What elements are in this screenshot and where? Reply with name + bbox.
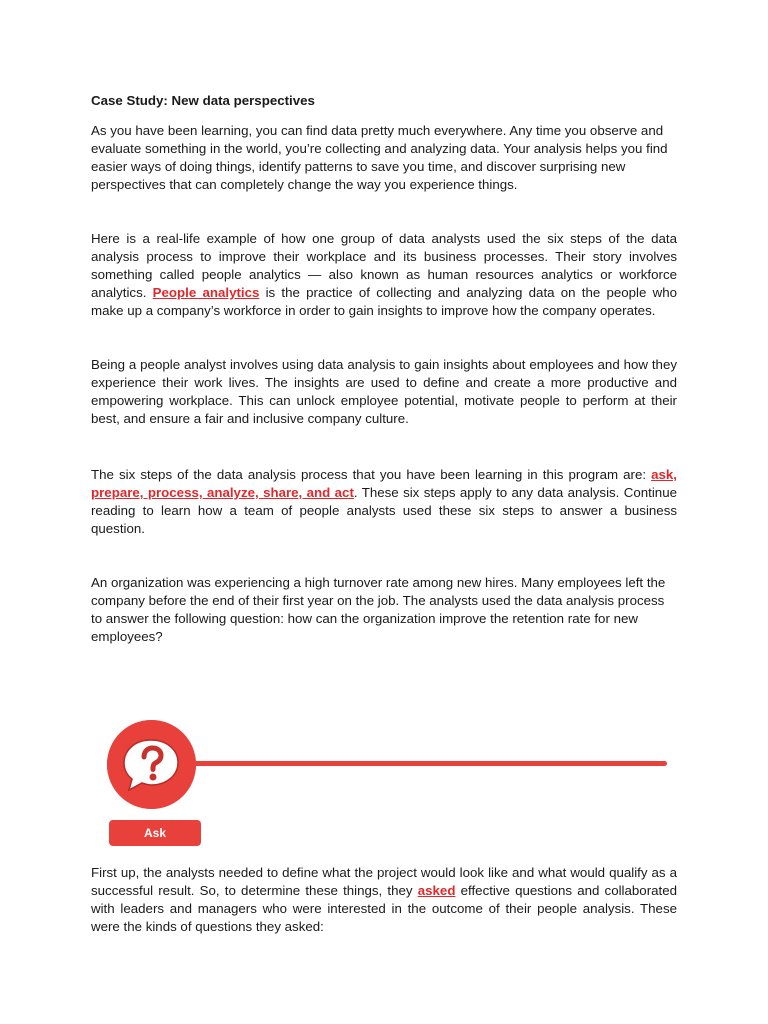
six-steps-paragraph — [91, 466, 677, 538]
paragraph-text: Here is a real-life example of how one group of data analysts used the six steps of the data analysis process to improve their workplace and its business processes. Their story involves something called people analytics — also known as human resources analytics or workforce analytics. — [91, 231, 677, 300]
paragraph-text: is the practice of collecting and analyzing data on the people who make up a company’s workforce in order to gain insights to improve how the company operates. — [91, 285, 678, 318]
paragraph-text: . These six steps apply to any data analysis. Continue reading to learn how a team of people analysts used these six steps to answer a business question. — [91, 485, 677, 536]
ask-step-circle — [107, 720, 196, 809]
intro-paragraph: As you have been learning, you can find data pretty much everywhere. Any time you observe and evaluate something in the world, you’re collecting and analyzing data. Your analysis helps you find easier ways of doing things, identify patterns to save you time, and discover surprising new perspectives that can completely change the way you experience things. — [91, 123, 668, 192]
paragraph-text: First up, the analysts needed to define what the project would look like and what would qualify as a successful result. So, to determine these things, they — [91, 865, 677, 898]
people-analytics-link[interactable]: People analytics — [152, 285, 260, 300]
page-title: Case Study: New data perspectives — [91, 93, 315, 108]
people-analytics-paragraph — [91, 230, 677, 320]
ask-step-graphic — [107, 720, 667, 850]
turnover-paragraph: An organization was experiencing a high turnover rate among new hires. Many employees left the company before the end of their first year on the job. The analysts used the data analysis process to answer the following question: how can the organization improve the retention rate for new employees? — [91, 575, 666, 644]
people-analyst-paragraph: Being a people analyst involves using data analysis to gain insights about employees and how they experience their work lives. The insights are used to define and create a more productive and empowering workplace. This can unlock employee potential, motivate people to perform at their best, and ensure a fair and inclusive company culture. — [91, 357, 677, 426]
ask-timeline-line — [187, 761, 667, 766]
asked-link[interactable]: asked — [417, 883, 456, 898]
paragraph-text: effective questions and collaborated with leaders and managers who were interested in the outcome of their people analysis. These were the kinds of questions they asked: — [91, 883, 678, 934]
six-steps-link[interactable]: ask, prepare, process, analyze, share, and act — [91, 467, 677, 500]
paragraph-text: The six steps of the data analysis process that you have been learning in this program are: — [91, 467, 652, 482]
ask-step-label: Ask — [109, 820, 201, 846]
question-speech-bubble-icon — [107, 720, 196, 809]
ask-step-paragraph — [91, 864, 677, 936]
document-page — [91, 92, 678, 934]
